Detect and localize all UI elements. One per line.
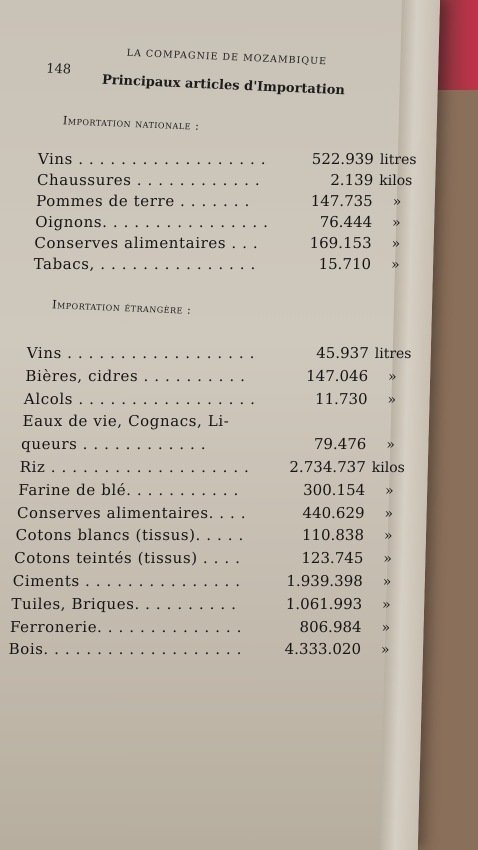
running-title: LA COMPAGNIE DE MOZAMBIQUE xyxy=(126,47,328,68)
row-label: Conserves alimentaires . . . xyxy=(34,234,259,252)
row-label: Tabacs, . . . . . . . . . . . . . . . xyxy=(33,255,257,273)
row-unit: kilos xyxy=(379,173,413,189)
row-value: 45.937 xyxy=(316,344,369,362)
row-value: 76.444 xyxy=(319,213,373,231)
row-unit: » xyxy=(387,368,397,385)
page-number: 148 xyxy=(45,61,72,78)
row-unit: » xyxy=(383,528,393,545)
table-row xyxy=(0,526,426,546)
row-unit: » xyxy=(391,215,401,231)
row-label: Tuiles, Briques. . . . . . . . . . xyxy=(11,594,237,613)
row-unit: » xyxy=(384,505,394,522)
row-value: 2.139 xyxy=(330,171,374,189)
table-row xyxy=(0,595,424,615)
table-row xyxy=(0,255,433,275)
table-row xyxy=(0,234,434,254)
row-label: Eaux de vie, Cognacs, Li- xyxy=(22,412,230,431)
row-value: 1.939.398 xyxy=(286,572,364,590)
row-label: queurs . . . . . . . . . . . . xyxy=(20,435,207,454)
row-unit: » xyxy=(383,551,393,568)
table-row xyxy=(0,367,430,387)
row-value: 15.710 xyxy=(318,255,372,273)
table-row xyxy=(0,150,436,170)
table-row xyxy=(0,435,429,455)
row-value: 169.153 xyxy=(309,234,372,252)
row-unit: » xyxy=(381,596,391,613)
row-value: 1.061.993 xyxy=(285,594,363,613)
row-label: Chaussures . . . . . . . . . . . . xyxy=(36,171,261,189)
row-unit: » xyxy=(380,642,390,659)
row-value: 522.939 xyxy=(311,150,375,168)
row-label: Pommes de terre . . . . . . . xyxy=(35,192,251,210)
row-value: 2.734.737 xyxy=(289,458,367,476)
table-row xyxy=(0,412,429,432)
table-row xyxy=(0,390,430,410)
row-label: Vins . . . . . . . . . . . . . . . . . . xyxy=(37,150,267,168)
row-label: Farine de blé. . . . . . . . . . . xyxy=(18,480,240,499)
row-value: 147.735 xyxy=(310,192,373,210)
table-row xyxy=(0,572,425,592)
row-label: Cotons blancs (tissus). . . . . xyxy=(15,526,245,545)
table-row xyxy=(0,213,434,233)
heading-etrangere: Importation étrangère : xyxy=(51,297,192,317)
row-value: 11.730 xyxy=(314,389,368,408)
row-label: Conserves alimentaires. . . . xyxy=(16,503,247,522)
table-row xyxy=(0,618,424,638)
row-unit: » xyxy=(392,194,402,210)
table-row xyxy=(0,640,423,660)
row-value: 110.838 xyxy=(301,526,365,545)
row-unit: » xyxy=(391,236,401,252)
row-label: Alcols . . . . . . . . . . . . . . . . . xyxy=(23,389,256,408)
row-unit: » xyxy=(387,391,397,408)
row-unit: » xyxy=(382,574,392,590)
section-title: Principaux articles d'Importation xyxy=(101,72,346,99)
row-value: 4.333.020 xyxy=(284,640,362,659)
row-label: Cotons teintés (tissus) . . . . xyxy=(13,549,241,568)
row-label: Oignons. . . . . . . . . . . . . . . . xyxy=(35,213,269,231)
table-row xyxy=(0,481,427,501)
heading-nationale: Importation nationale : xyxy=(62,113,200,133)
row-value: 147.046 xyxy=(305,366,369,385)
row-value: 440.629 xyxy=(302,503,365,522)
row-value: 300.154 xyxy=(302,480,366,499)
row-unit: » xyxy=(386,437,396,454)
table-row xyxy=(0,549,426,569)
row-label: Ciments . . . . . . . . . . . . . . . xyxy=(12,572,242,590)
row-unit: » xyxy=(381,619,391,636)
row-unit: litres xyxy=(379,152,417,168)
row-unit: litres xyxy=(374,346,412,362)
table-row xyxy=(0,192,435,212)
row-unit: kilos xyxy=(371,460,406,476)
row-label: Riz . . . . . . . . . . . . . . . . . . . xyxy=(19,458,250,476)
row-value: 806.984 xyxy=(299,617,362,636)
row-label: Ferronerie. . . . . . . . . . . . . . xyxy=(9,617,243,636)
table-row xyxy=(0,504,427,524)
row-unit: » xyxy=(384,482,394,499)
row-value: 123.745 xyxy=(301,549,364,568)
row-label: Vins . . . . . . . . . . . . . . . . . . xyxy=(26,344,256,362)
row-value: 79.476 xyxy=(313,435,367,454)
table-row xyxy=(0,344,431,364)
table-row xyxy=(0,171,436,191)
row-unit: » xyxy=(390,257,400,273)
table-row xyxy=(0,458,428,478)
row-label: Bières, cidres . . . . . . . . . . xyxy=(25,366,246,385)
row-label: Bois. . . . . . . . . . . . . . . . . . . xyxy=(8,640,243,659)
